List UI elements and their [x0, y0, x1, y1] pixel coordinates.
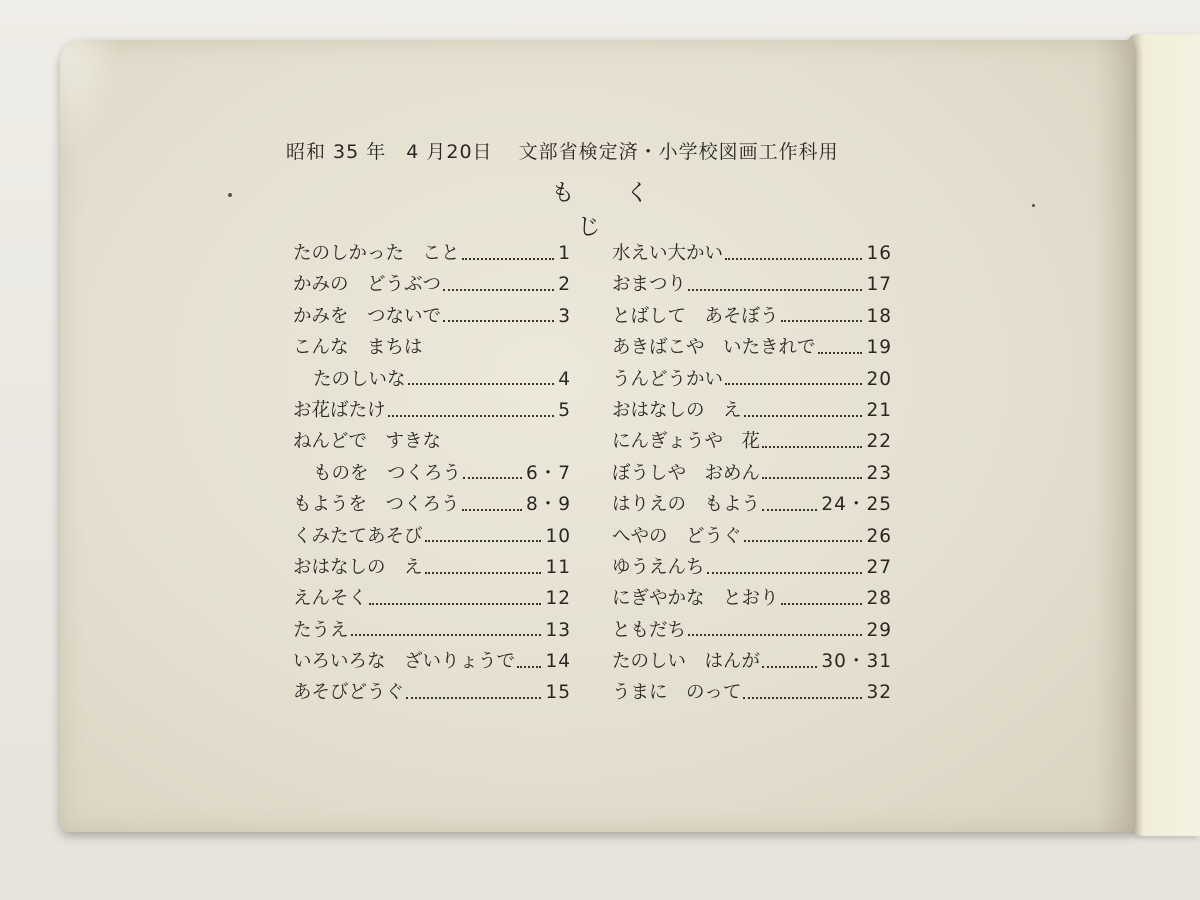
dot-leader: [688, 289, 862, 291]
dot-leader: [762, 477, 862, 479]
toc-entry: [293, 521, 571, 552]
toc-entry: [612, 269, 892, 300]
dot-leader: [744, 415, 863, 417]
toc-entry-title: ものを つくろう: [313, 462, 462, 484]
toc-entry-page: 10: [545, 525, 571, 547]
page-corner-wear: [60, 40, 120, 160]
toc-entry: [612, 489, 892, 520]
toc-entry: [293, 458, 571, 489]
dot-leader: [462, 509, 522, 511]
toc-entry-page: 19: [866, 337, 892, 359]
dot-leader: [463, 477, 522, 479]
toc-entry: [612, 583, 892, 614]
toc-entry: [293, 615, 571, 646]
toc-entry-title: うまに のって: [612, 682, 742, 704]
toc-entry-title: ゆうえんち: [612, 556, 705, 578]
header-line: [286, 138, 896, 166]
toc-entry-page: 21: [866, 399, 892, 421]
toc-entry: [612, 615, 892, 646]
toc-entry-title: ともだち: [612, 619, 687, 641]
dot-leader: [462, 258, 555, 260]
toc-entry: [612, 364, 892, 395]
toc-entry: [612, 332, 892, 363]
toc-left-column: [293, 238, 571, 718]
toc-entry: [293, 238, 571, 269]
toc-entry: [612, 646, 892, 677]
paper-speck: [1032, 204, 1035, 207]
dot-leader: [443, 289, 554, 291]
dot-leader: [443, 320, 554, 322]
toc-entry-title: たのしい はんが: [612, 651, 761, 673]
dot-leader: [408, 383, 555, 385]
page-gutter-shade: [1094, 40, 1134, 832]
toc-entry-page: 3: [558, 305, 571, 327]
toc-entry-page: 16: [866, 243, 892, 264]
toc-entry-title: くみたてあそび: [293, 525, 423, 547]
toc-entry-title: もようを つくろう: [293, 494, 460, 516]
toc-entry-page: 20: [866, 368, 892, 390]
toc-entry-title: おまつり: [612, 274, 687, 296]
toc-entry-title: うんどうかい: [612, 368, 724, 390]
toc-entry-title: おはなしの え: [293, 556, 423, 578]
dot-leader: [369, 603, 541, 605]
toc-entry-title: かみを つないで: [293, 305, 442, 327]
toc-entry-page: 32: [866, 682, 892, 704]
toc-entry: [293, 677, 571, 708]
dot-leader: [517, 666, 541, 668]
toc-entry: [612, 458, 892, 489]
toc-entry-page: 1: [558, 243, 571, 264]
toc-entry: [293, 583, 571, 614]
paper-speck: [228, 193, 232, 197]
toc-entry-page: 29: [866, 619, 892, 641]
toc-entry-page: 14: [545, 651, 571, 673]
toc-entry-title: お花ばたけ: [293, 399, 386, 421]
facing-page-edge: [1128, 34, 1200, 836]
toc-entry-page: 18: [866, 305, 892, 327]
toc-entry-page: 4: [558, 368, 571, 390]
toc-entry-title: たうえ: [293, 619, 349, 641]
toc-entry-title: いろいろな ざいりょうで: [293, 651, 516, 673]
toc-entry-title: へやの どうぐ: [612, 525, 742, 547]
toc-entry-page: 27: [866, 556, 892, 578]
toc-entry: [293, 395, 571, 426]
dot-leader: [725, 383, 862, 385]
dot-leader: [406, 697, 541, 699]
toc-entry-title: とばして あそぼう: [612, 305, 779, 327]
dot-leader: [425, 572, 542, 574]
toc-entry-page: 17: [866, 274, 892, 296]
toc-entry: [612, 552, 892, 583]
dot-leader: [707, 572, 863, 574]
dot-leader: [762, 446, 862, 448]
toc-entry: [293, 489, 571, 520]
toc-entry-page: 11: [545, 556, 571, 578]
dot-leader: [781, 320, 863, 322]
toc-entry-page: 2: [558, 274, 571, 296]
toc-entry-page: 8・9: [525, 494, 571, 516]
toc-entry-title: かみの どうぶつ: [293, 274, 442, 296]
toc-entry: [293, 269, 571, 300]
dot-leader: [388, 415, 555, 417]
toc-entry: [293, 552, 571, 583]
toc-entry-title: ねんどで すきな: [293, 431, 442, 453]
dot-leader: [744, 540, 863, 542]
toc-entry-title: おはなしの え: [612, 399, 742, 421]
toc-entry: [293, 301, 571, 332]
dot-leader: [425, 540, 542, 542]
toc-entry: [612, 521, 892, 552]
dot-leader: [725, 258, 862, 260]
toc-entry: [293, 364, 571, 395]
toc-entry-title: あきばこや いたきれで: [612, 337, 816, 359]
dot-leader: [688, 634, 862, 636]
toc-entry-page: 24・25: [821, 494, 892, 516]
toc-entry: [612, 426, 892, 457]
toc-entry-page: 13: [545, 619, 571, 641]
toc-entry: [612, 395, 892, 426]
toc-entry-page: 15: [545, 682, 571, 704]
toc-entry: [612, 238, 892, 269]
toc-entry-page: 26: [866, 525, 892, 547]
toc-entry-page: 6・7: [525, 462, 571, 484]
toc-entry: [612, 677, 892, 708]
toc-entry: [612, 301, 892, 332]
dot-leader: [818, 352, 863, 354]
toc-entry: [293, 646, 571, 677]
toc-entry-title: ぼうしや おめん: [612, 462, 761, 484]
approval-notice: 文部省検定済・小学校図画工作科用: [518, 141, 839, 163]
toc-entry-page: 28: [866, 588, 892, 610]
toc-entry-title: にんぎょうや 花: [612, 431, 761, 453]
toc-entry-title: 水えい大かい: [612, 243, 724, 264]
toc-entry-title: たのしかった こと: [293, 243, 460, 264]
publication-date: 昭和 35 年 4 月20日: [286, 141, 493, 163]
dot-leader: [762, 509, 817, 511]
dot-leader: [351, 634, 542, 636]
toc-entry: [293, 426, 571, 457]
toc-entry-title: こんな まちは: [293, 337, 423, 359]
toc-title: も く じ: [551, 180, 671, 240]
dot-leader: [743, 697, 862, 699]
toc-entry-page: 23: [866, 462, 892, 484]
toc-entry: [293, 332, 571, 363]
toc-entry-page: 22: [866, 431, 892, 453]
toc-entry-title: たのしいな: [313, 368, 406, 390]
toc-entry-page: 5: [558, 399, 571, 421]
toc-entry-title: はりえの もよう: [612, 494, 761, 516]
toc-entry-title: えんそく: [293, 588, 368, 610]
dot-leader: [781, 603, 863, 605]
toc-entry-title: あそびどうぐ: [293, 682, 405, 704]
toc-entry-title: にぎやかな とおり: [612, 588, 779, 610]
toc-entry-page: 12: [545, 588, 571, 610]
toc-right-column: [612, 238, 892, 718]
toc-entry-page: 30・31: [821, 651, 892, 673]
dot-leader: [762, 666, 817, 668]
